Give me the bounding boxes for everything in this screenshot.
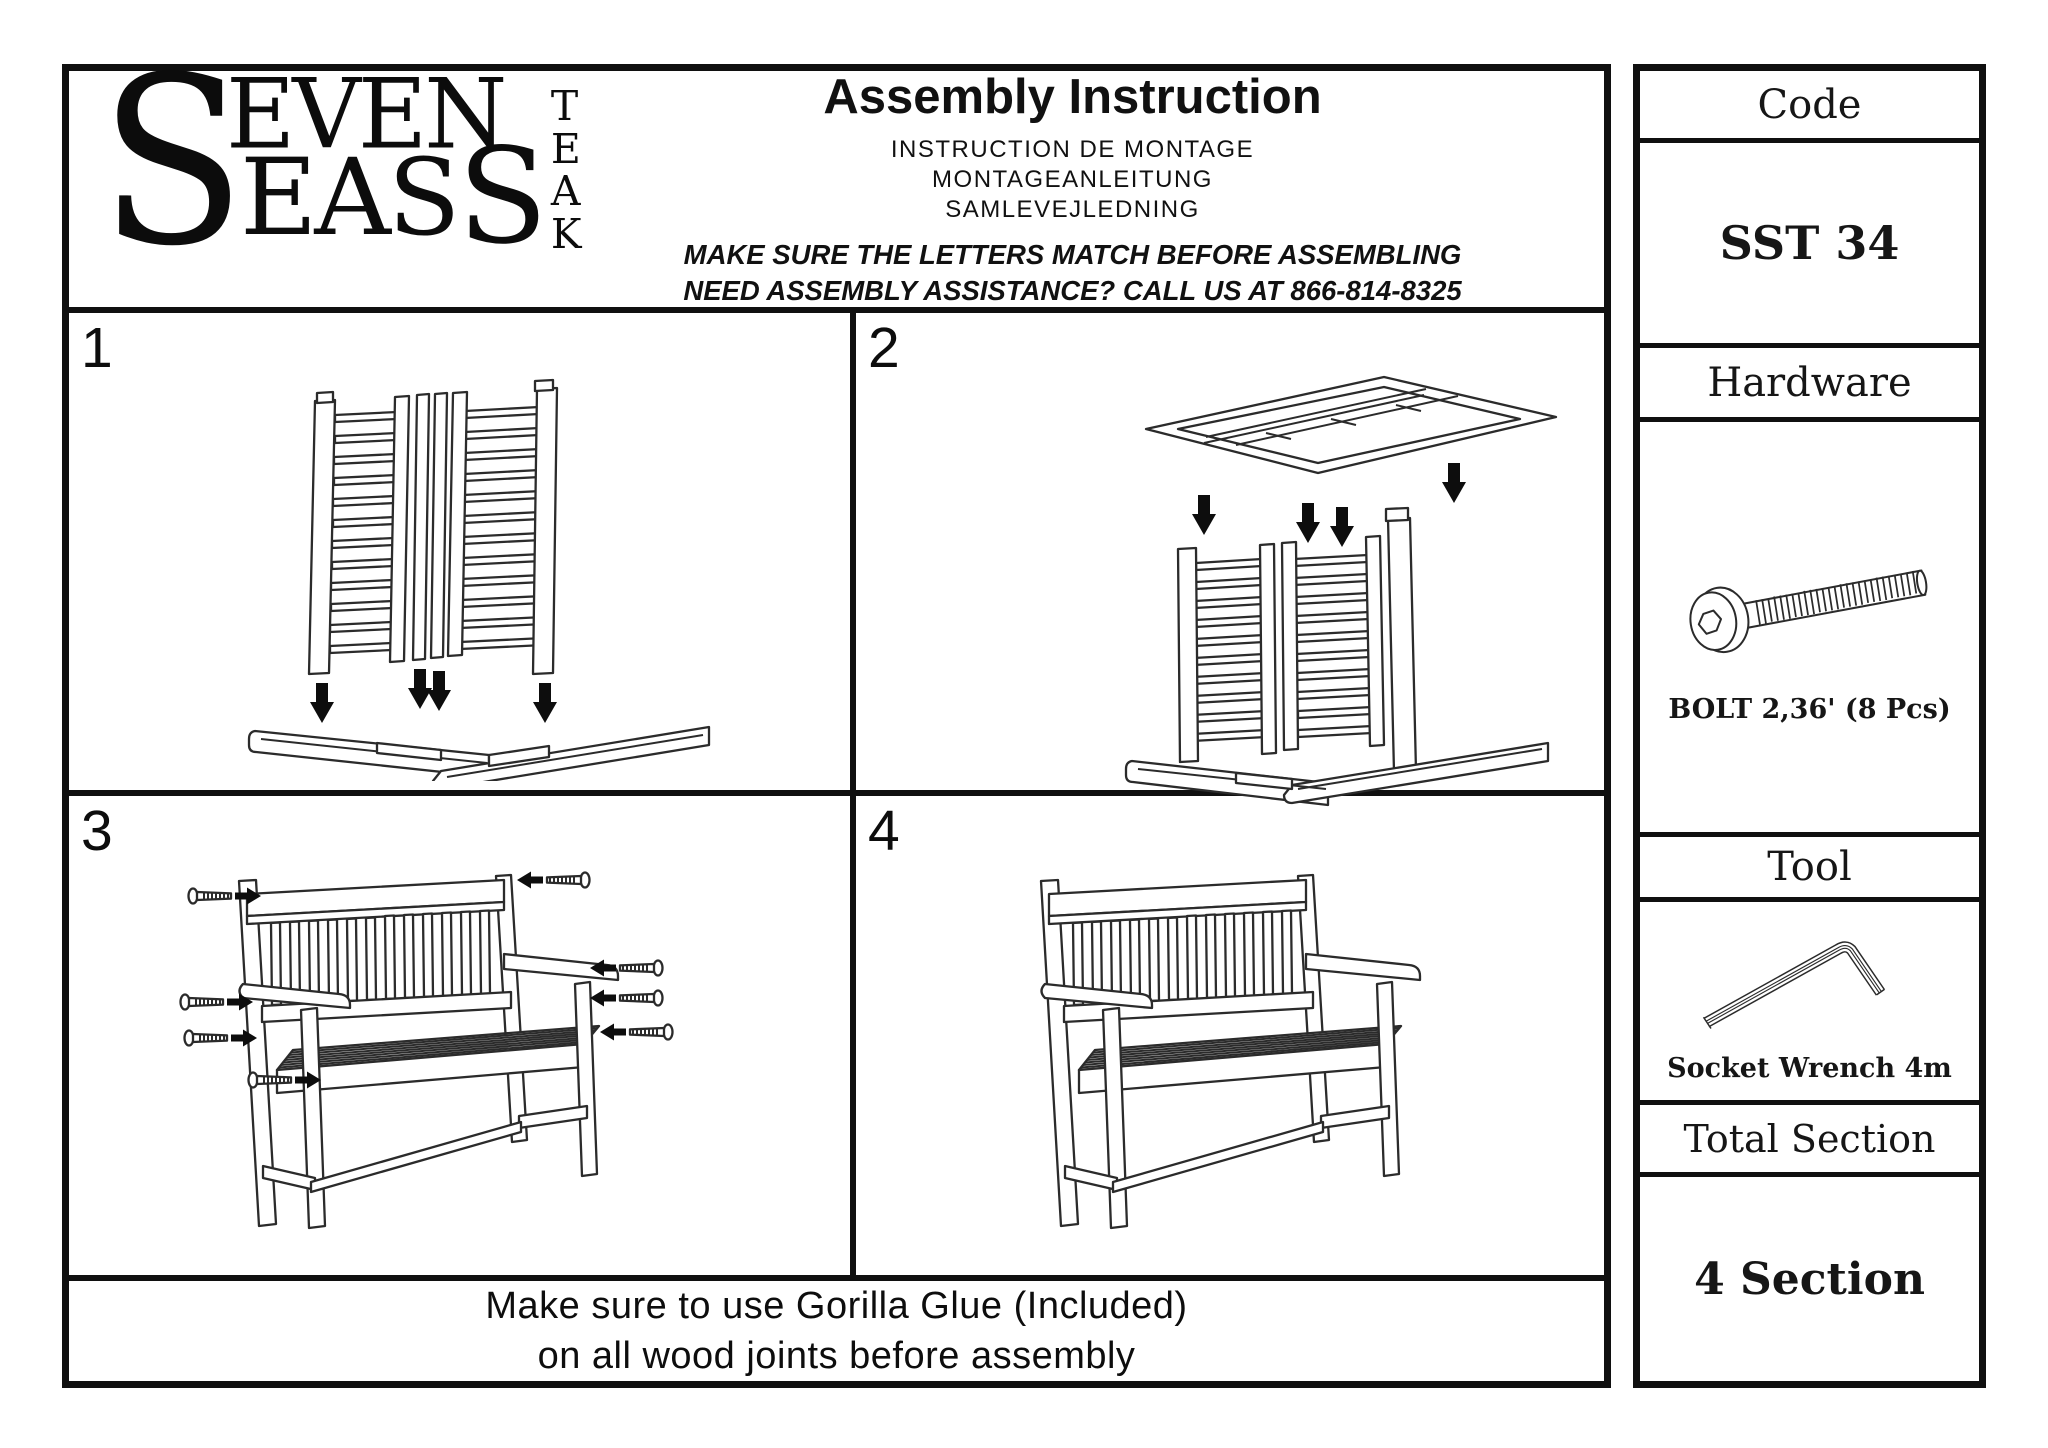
step-1-number: 1 [81,316,113,380]
hardware-cell [1640,422,1979,837]
total-section-header: Total Section [1640,1105,1979,1177]
warning-line-2: NEED ASSEMBLY ASSISTANCE? CALL US AT 866-814-8325 [683,275,1462,306]
info-sidebar [1633,64,1986,1388]
glue-note [69,1281,1604,1381]
logo-big-s: S [99,27,246,297]
title-block [549,71,1596,307]
logo-word-eas: EASS [239,119,545,274]
tool-cell [1640,902,1979,1105]
seven-seas-teak-logo [93,27,582,297]
subtitle-german: MONTAGEANLEITUNG [932,166,1213,194]
bolt-illustration [1670,530,1950,680]
page-title: Assembly Instruction [823,70,1322,125]
logo-word-even: EVEN [225,58,505,172]
bolt-caption: BOLT 2,36' (8 Pcs) [1668,693,1951,725]
steps-row-2 [69,796,1604,1281]
step-1-panel [69,313,850,790]
step-3-panel [69,796,850,1275]
subtitle-danish: SAMLEVEJLEDNING [945,196,1200,224]
code-header: Code [1640,71,1979,143]
step-2-illustration [1086,337,1606,807]
tool-caption: Socket Wrench 4m [1667,1052,1952,1084]
logo-final-s: S [457,119,545,274]
allen-key-illustration [1685,919,1935,1039]
step-4-illustration [961,834,1561,1274]
logo-teak-vertical: T E A K [550,82,582,258]
glue-note-line-2: on all wood joints before assembly [537,1335,1136,1377]
steps-row-1 [69,313,1604,796]
step-4-number: 4 [868,799,900,863]
step-3-number: 3 [81,799,113,863]
step-1-illustration [189,341,749,781]
subtitle-french: INSTRUCTION DE MONTAGE [890,136,1255,164]
step-4-panel [850,796,1604,1275]
glue-note-line-1: Make sure to use Gorilla Glue (Included) [485,1284,1188,1327]
step-3-illustration [159,834,759,1274]
step-2-panel [850,313,1604,790]
instruction-sheet [62,27,1611,1388]
step-2-number: 2 [868,316,900,380]
tool-header: Tool [1640,837,1979,902]
warning-line-1: MAKE SURE THE LETTERS MATCH BEFORE ASSEMBLING [683,239,1462,271]
code-value: SST 34 [1640,143,1979,348]
hardware-header: Hardware [1640,348,1979,422]
warning-text [683,237,1461,309]
sheet-header [69,27,1604,313]
total-section-value: 4 Section [1694,1253,1925,1305]
